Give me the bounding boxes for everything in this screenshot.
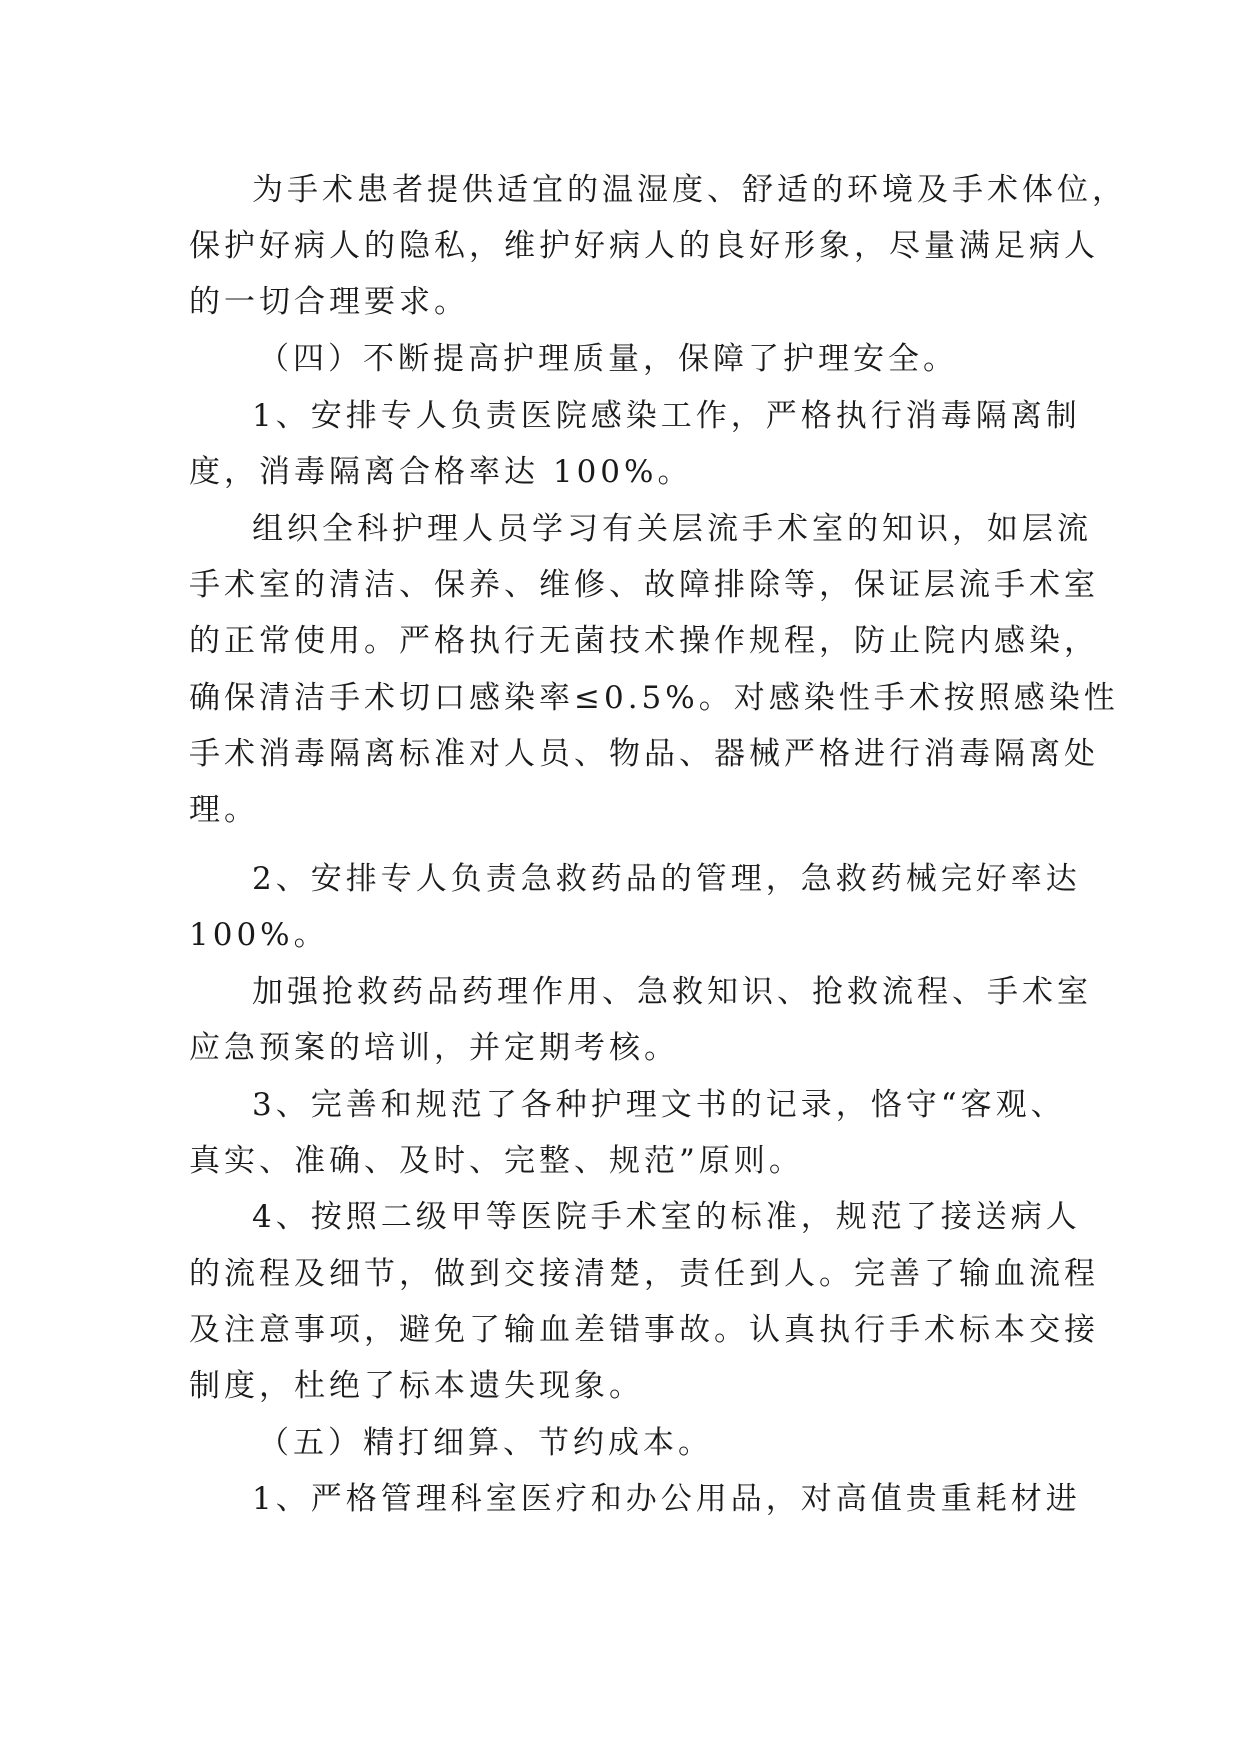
paragraph-line: 1、严格管理科室医疗和办公用品，对高值贵重耗材进 xyxy=(252,1481,1081,1517)
paragraph-line: 应急预案的培训，并定期考核。 xyxy=(189,1030,679,1066)
paragraph-line: 4、按照二级甲等医院手术室的标准，规范了接送病人 xyxy=(252,1199,1081,1235)
paragraph-line: 1、安排专人负责医院感染工作，严格执行消毒隔离制 xyxy=(252,398,1081,434)
paragraph-line: 为手术患者提供适宜的温湿度、舒适的环境及手术体位， xyxy=(252,172,1127,208)
paragraph-line: 真实、准确、及时、完整、规范”原则。 xyxy=(189,1143,804,1179)
paragraph-line: 加强抢救药品药理作用、急救知识、抢救流程、手术室 xyxy=(252,974,1092,1010)
paragraph-line: 理。 xyxy=(189,792,259,828)
paragraph-line: 100%。 xyxy=(189,917,329,953)
paragraph-line: 确保清洁手术切口感染率≤0.5%。对感染性手术按照感染性 xyxy=(189,680,1119,716)
paragraph-line: 及注意事项，避免了输血差错事故。认真执行手术标本交接 xyxy=(189,1312,1099,1348)
paragraph-line: 2、安排专人负责急救药品的管理，急救药械完好率达 xyxy=(252,861,1081,897)
section-heading-4: （四）不断提高护理质量，保障了护理安全。 xyxy=(258,341,958,377)
paragraph-line: 的流程及细节，做到交接清楚，责任到人。完善了输血流程 xyxy=(189,1256,1099,1292)
paragraph-line: 组织全科护理人员学习有关层流手术室的知识，如层流 xyxy=(252,511,1092,547)
paragraph-line: 保护好病人的隐私，维护好病人的良好形象，尽量满足病人 xyxy=(189,228,1099,264)
paragraph-line: 手术室的清洁、保养、维修、故障排除等，保证层流手术室 xyxy=(189,567,1099,603)
paragraph-line: 的一切合理要求。 xyxy=(189,284,469,320)
paragraph-line: 制度，杜绝了标本遗失现象。 xyxy=(189,1368,644,1404)
section-heading-5: （五）精打细算、节约成本。 xyxy=(258,1425,713,1461)
paragraph-line: 3、完善和规范了各种护理文书的记录，恪守“客观、 xyxy=(252,1087,1066,1123)
paragraph-line: 手术消毒隔离标准对人员、物品、器械严格进行消毒隔离处 xyxy=(189,736,1099,772)
paragraph-line: 度，消毒隔离合格率达 100%。 xyxy=(189,454,693,490)
paragraph-line: 的正常使用。严格执行无菌技术操作规程，防止院内感染， xyxy=(189,623,1099,659)
